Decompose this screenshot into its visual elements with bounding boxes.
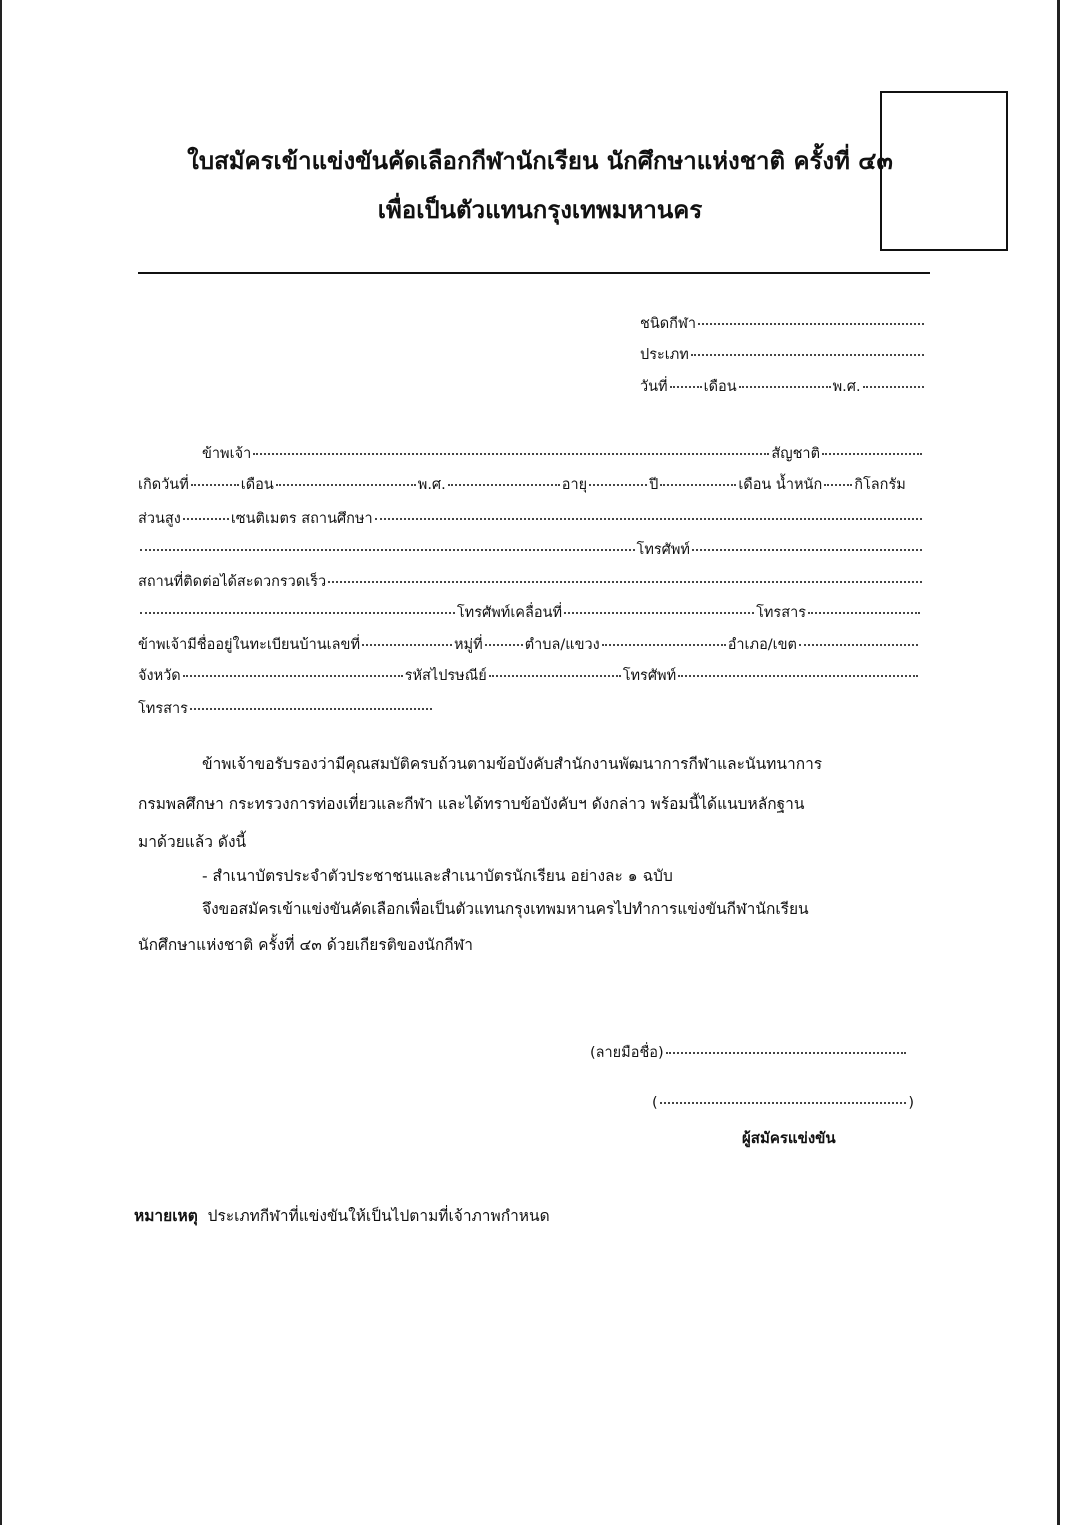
title-divider (138, 272, 930, 274)
date-field[interactable]: วันที่ เดือน พ.ศ. (640, 375, 926, 397)
signature-line[interactable]: (ลายมือชื่อ) (590, 1041, 908, 1063)
note-text: ประเภทกีฬาที่แข่งขันให้เป็นไปตามที่เจ้าภาพกำหนด (207, 1207, 550, 1225)
house-registration-line[interactable]: ข้าพเจ้ามีชื่ออยู่ในทะเบียนบ้านเลขที่ หมู่ที่ ตำบล/แขวง อำเภอ/เขต (138, 633, 920, 655)
category-field[interactable]: ประเภท (640, 343, 926, 365)
school-phone-line[interactable]: โทรศัพท์ (138, 538, 924, 560)
province-line[interactable]: จังหวัด รหัสไปรษณีย์ โทรศัพท์ (138, 664, 920, 686)
form-subtitle: เพื่อเป็นตัวแทนกรุงเทพมหานคร (377, 196, 703, 224)
name-line[interactable]: ข้าพเจ้า สัญชาติ (202, 442, 924, 464)
form-title: ใบสมัครเข้าแข่งขันคัดเลือกกีฬานักเรียน นักศึกษาแห่งชาติ ครั้งที่ ๔๓ (187, 147, 893, 175)
sport-type-field[interactable]: ชนิดกีฬา (640, 312, 926, 334)
body-paragraph-1a: ข้าพเจ้าขอรับรองว่ามีคุณสมบัติครบถ้วนตามข้อบังคับสำนักงานพัฒนาการกีฬาและนันทนาการ (202, 755, 823, 773)
contact-address-line[interactable]: สถานที่ติดต่อได้สะดวกรวดเร็ว (138, 570, 924, 592)
attachment-item: - สำเนาบัตรประจำตัวประชาชนและสำเนาบัตรนักเรียน อย่างละ ๑ ฉบับ (202, 867, 673, 885)
body-paragraph-1c: มาด้วยแล้ว ดังนี้ (138, 833, 247, 851)
birth-line[interactable]: เกิดวันที่ เดือน พ.ศ. อายุ ปี เดือน น้ำหนัก กิโลกรัม (138, 477, 906, 493)
note-label: หมายเหตุ (134, 1207, 198, 1225)
height-school-line[interactable]: ส่วนสูง เซนติเมตร สถานศึกษา (138, 507, 924, 529)
body-paragraph-2b: นักศึกษาแห่งชาติ ครั้งที่ ๔๓ ด้วยเกียรติของนักกีฬา (138, 936, 473, 954)
mobile-fax-line[interactable]: โทรศัพท์เคลื่อนที่ โทรสาร (138, 601, 922, 623)
note (134, 1203, 550, 1228)
body-paragraph-1b: กรมพลศึกษา กระทรวงการท่องเที่ยวและกีฬา และได้ทราบข้อบังคับฯ ดังกล่าว พร้อมนี้ได้แนบหลักฐาน (138, 795, 805, 813)
signature-role: ผู้สมัครแข่งขัน (742, 1129, 836, 1147)
fax-line[interactable]: โทรสาร (138, 697, 434, 719)
body-paragraph-2a: จึงขอสมัครเข้าแข่งขันคัดเลือกเพื่อเป็นตัวแทนกรุงเทพมหานครไปทำการแข่งขันกีฬานักเรียน (202, 900, 809, 918)
printed-name-line[interactable]: ( ) (652, 1095, 914, 1111)
